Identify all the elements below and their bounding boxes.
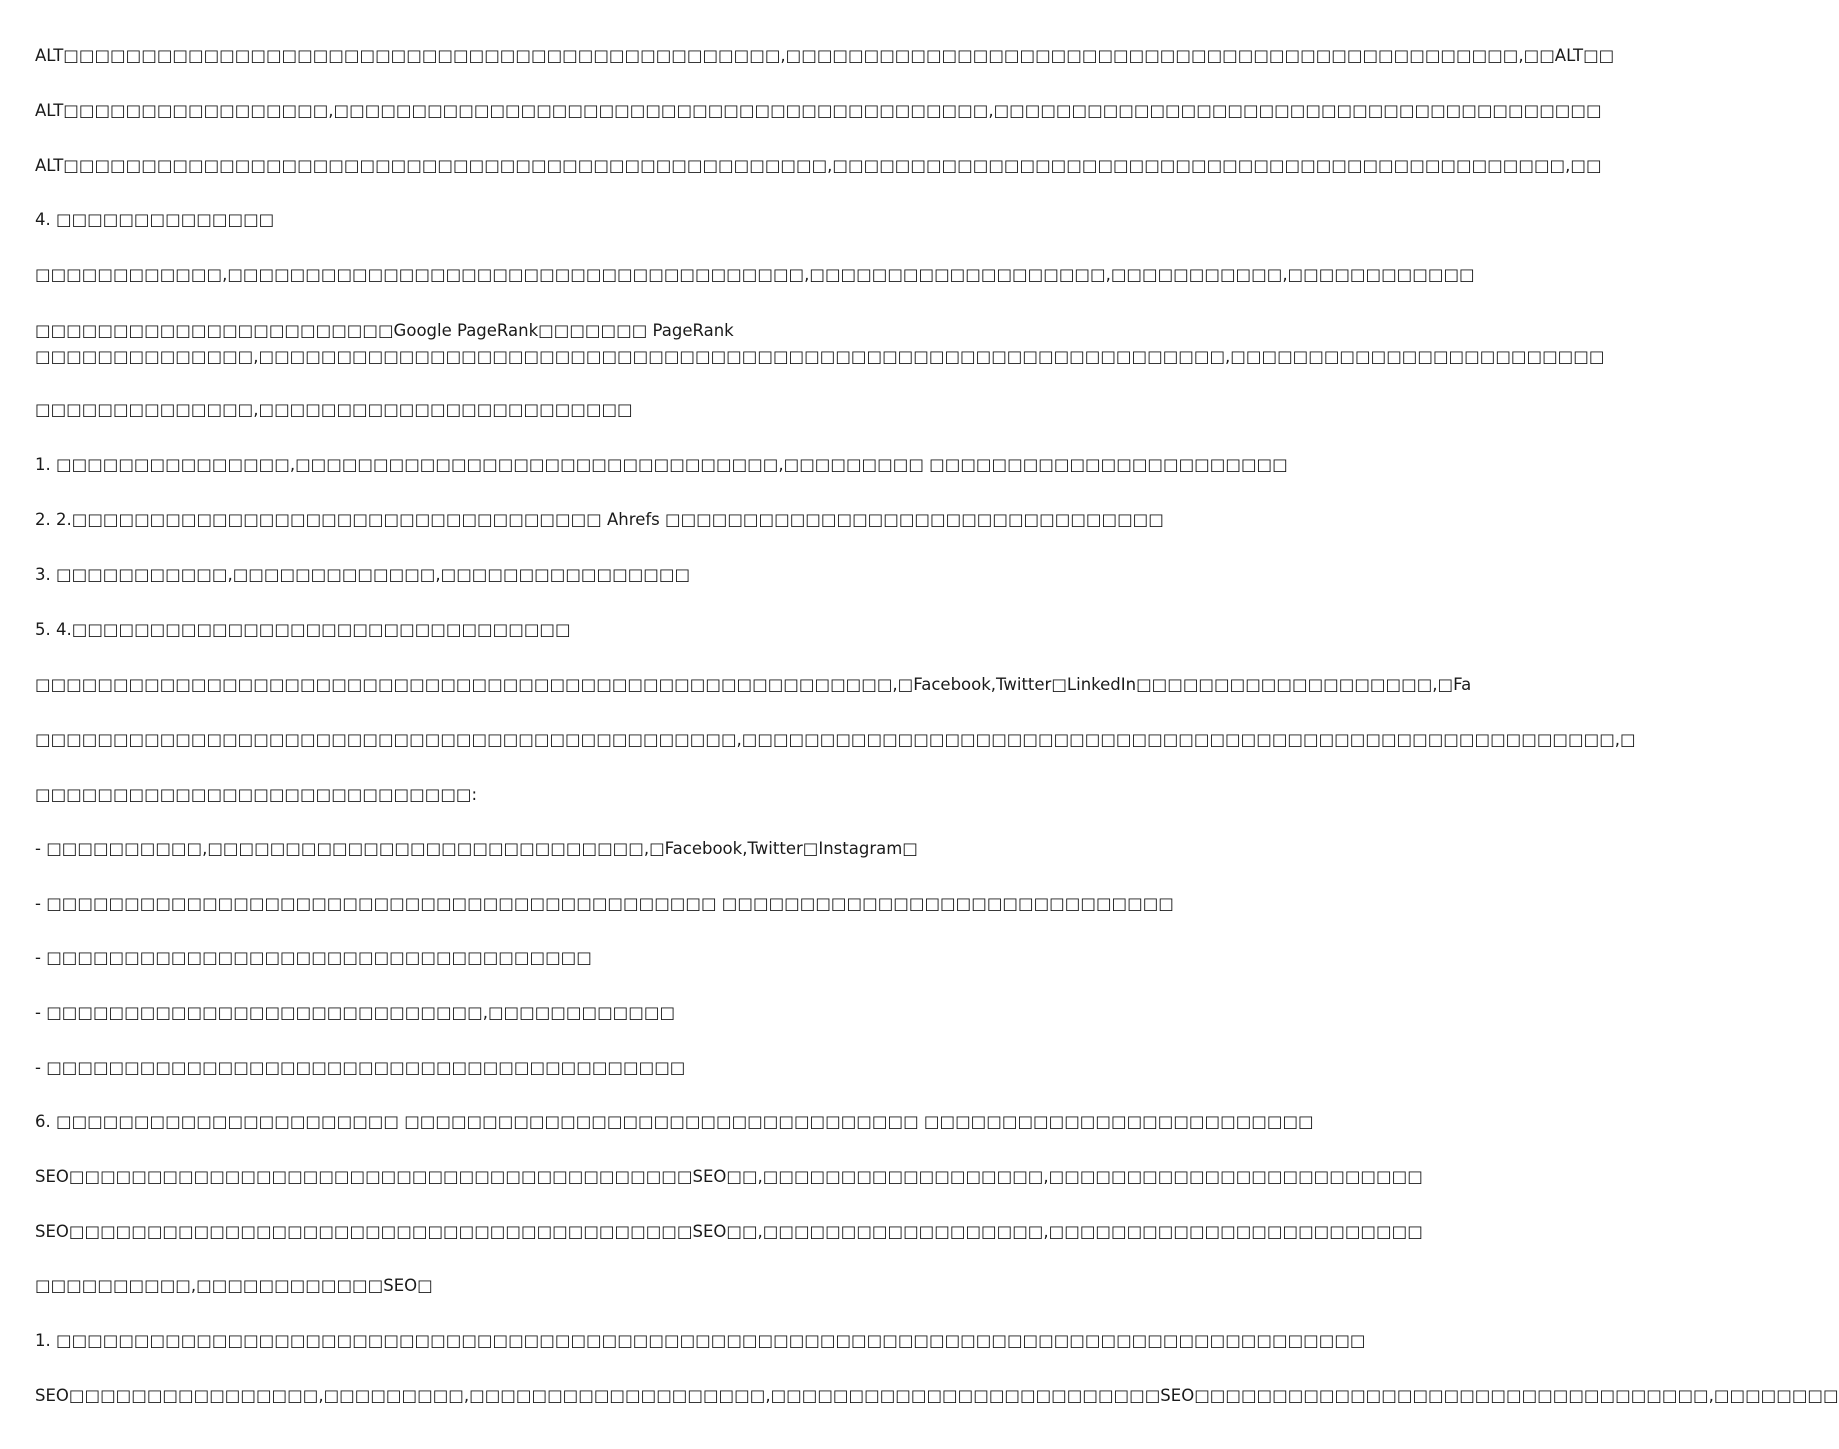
list-item-seo-1: 1. □□□□□□□□□□□□□□□□□□□□□□□□□□□□□□□□□□□□□□□□□□□□□□□□□□□□□□□□□□□□□□□□□□□□□□□□□□□□□□□□□□□□ bbox=[35, 1331, 1366, 1350]
paragraph-seo-3: SEO□□□□□□□□□□□□□□□□,□□□□□□□□□,□□□□□□□□□□□□□□□□□□□,□□□□□□□□□□□□□□□□□□□□□□□□□SEO□□□□□□□□□□□□□□□□□□□□□□□□□□□□□□□□□,□□□□□□□□ bbox=[35, 1386, 1839, 1405]
list-item-2: 2. 2.□□□□□□□□□□□□□□□□□□□□□□□□□□□□□□□□□□ Ahrefs □□□□□□□□□□□□□□□□□□□□□□□□□□□□□□□□ bbox=[35, 510, 1164, 529]
paragraph-alt-3: ALT□□□□□□□□□□□□□□□□□□□□□□□□□□□□□□□□□□□□□□□□□□□□□□□□□,□□□□□□□□□□□□□□□□□□□□□□□□□□□□□□□□□□□□□□□□□□□□□□□,□□ bbox=[35, 156, 1602, 175]
paragraph-alt-1: ALT□□□□□□□□□□□□□□□□□□□□□□□□□□□□□□□□□□□□□□□□□□□□□□,□□□□□□□□□□□□□□□□□□□□□□□□□□□□□□□□□□□□□□□□□□□□□□□,□□ALT□□ bbox=[35, 46, 1615, 65]
paragraph-social-intro: □□□□□□□□□□□□□□□□□□□□□□□□□□□□: bbox=[35, 785, 478, 804]
paragraph-seo-1: SEO□□□□□□□□□□□□□□□□□□□□□□□□□□□□□□□□□□□□□□□□SEO□□,□□□□□□□□□□□□□□□□□□,□□□□□□□□□□□□□□□□□□□□□□□□ bbox=[35, 1167, 1423, 1186]
paragraph-pagerank bbox=[35, 318, 1605, 368]
bullet-item-2: - □□□□□□□□□□□□□□□□□□□□□□□□□□□□□□□□□□□□□□□□□□□ □□□□□□□□□□□□□□□□□□□□□□□□□□□□□ bbox=[35, 894, 1174, 913]
paragraph-pagerank-line-1: □□□□□□□□□□□□□□□□□□□□□□□Google PageRank□□□□□□□ PageRank bbox=[35, 321, 734, 340]
bullet-item-1: - □□□□□□□□□□,□□□□□□□□□□□□□□□□□□□□□□□□□□□□,□Facebook,Twitter□Instagram□ bbox=[35, 839, 918, 858]
paragraph-pagerank-line-2: □□□□□□□□□□□□□□,□□□□□□□□□□□□□□□□□□□□□□□□□□□□□□□□□□□□□□□□□□□□□□□□□□□□□□□□□□□□□□,□□□□□□□□□□□□□□□□□□□□□□□□ bbox=[35, 347, 1605, 366]
paragraph-social-2: □□□□□□□□□□□□□□□□□□□□□□□□□□□□□□□□□□□□□□□□□□□□□,□□□□□□□□□□□□□□□□□□□□□□□□□□□□□□□□□□□□□□□□□□□□□□□□□□□□□□□□,□ bbox=[35, 730, 1636, 749]
paragraph-alt-2: ALT□□□□□□□□□□□□□□□□□,□□□□□□□□□□□□□□□□□□□□□□□□□□□□□□□□□□□□□□□□□□,□□□□□□□□□□□□□□□□□□□□□□□□□□□□□□□□□□□□□□□ bbox=[35, 101, 1602, 120]
bullet-item-3: - □□□□□□□□□□□□□□□□□□□□□□□□□□□□□□□□□□□ bbox=[35, 948, 592, 967]
section-heading-4: 4. □□□□□□□□□□□□□□ bbox=[35, 210, 275, 229]
section-heading-6: 6. □□□□□□□□□□□□□□□□□□□□□□ □□□□□□□□□□□□□□□□□□□□□□□□□□□□□□□□□ □□□□□□□□□□□□□□□□□□□□□□□□□ bbox=[35, 1112, 1314, 1131]
paragraph-seo-2: SEO□□□□□□□□□□□□□□□□□□□□□□□□□□□□□□□□□□□□□□□□SEO□□,□□□□□□□□□□□□□□□□□□,□□□□□□□□□□□□□□□□□□□□□□□□ bbox=[35, 1222, 1423, 1241]
paragraph-social-1: □□□□□□□□□□□□□□□□□□□□□□□□□□□□□□□□□□□□□□□□□□□□□□□□□□□□□□□,□Facebook,Twitter□LinkedIn□□□□□□□□□□□□□□□□□□□,□Fa bbox=[35, 675, 1472, 694]
paragraph-links-methods: □□□□□□□□□□□□□□,□□□□□□□□□□□□□□□□□□□□□□□□ bbox=[35, 400, 633, 419]
bullet-item-4: - □□□□□□□□□□□□□□□□□□□□□□□□□□□□,□□□□□□□□□□□□ bbox=[35, 1003, 676, 1022]
list-item-3: 3. □□□□□□□□□□□,□□□□□□□□□□□□□,□□□□□□□□□□□□□□□□ bbox=[35, 565, 691, 584]
list-item-1: 1. □□□□□□□□□□□□□□□,□□□□□□□□□□□□□□□□□□□□□□□□□□□□□□□,□□□□□□□□□ □□□□□□□□□□□□□□□□□□□□□□□ bbox=[35, 455, 1288, 474]
paragraph-links-intro: □□□□□□□□□□□□,□□□□□□□□□□□□□□□□□□□□□□□□□□□□□□□□□□□□□,□□□□□□□□□□□□□□□□□□□,□□□□□□□□□□□,□□□□□□□□□□□□ bbox=[35, 265, 1475, 284]
paragraph-seo-intro: □□□□□□□□□□,□□□□□□□□□□□□SEO□ bbox=[35, 1276, 433, 1295]
document-body bbox=[35, 0, 1839, 1449]
section-heading-5: 5. 4.□□□□□□□□□□□□□□□□□□□□□□□□□□□□□□□□ bbox=[35, 620, 571, 639]
bullet-item-5: - □□□□□□□□□□□□□□□□□□□□□□□□□□□□□□□□□□□□□□□□□ bbox=[35, 1058, 686, 1077]
